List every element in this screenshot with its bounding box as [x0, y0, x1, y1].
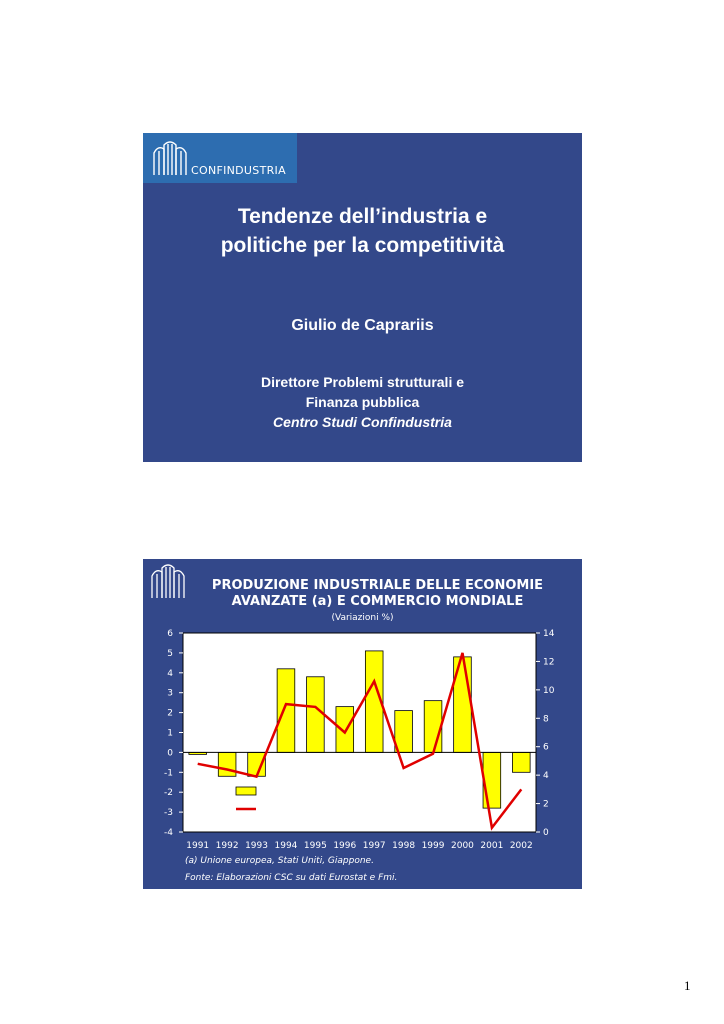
bar: [483, 752, 501, 808]
left-tick-label: 1: [167, 728, 173, 739]
right-tick-label: 0: [543, 828, 549, 838]
x-tick-label: 2000: [451, 841, 474, 851]
title-line-1: Tendenze dell’industria e: [237, 205, 488, 228]
legend-swatch-bar: [236, 787, 256, 795]
x-tick-label: 1992: [215, 841, 239, 851]
organization: Centro Studi Confindustria: [273, 414, 452, 430]
author-role: [143, 372, 582, 432]
role-line-1: Direttore Problemi strutturali e: [260, 374, 465, 390]
bar: [512, 752, 530, 772]
x-tick-label: 1996: [333, 841, 357, 851]
left-tick-label: 2: [167, 708, 173, 719]
logo-text: CONFINDUSTRIA: [191, 164, 286, 177]
x-tick-label: 1999: [421, 841, 445, 851]
left-tick-label: 3: [167, 688, 173, 699]
right-tick-label: 2: [543, 799, 549, 810]
bar-line-chart: [143, 559, 582, 859]
left-tick-label: -3: [164, 808, 173, 819]
right-tick-label: 6: [543, 742, 549, 753]
right-tick-label: 12: [543, 657, 555, 668]
chart-title-line-1: PRODUZIONE INDUSTRIALE DELLE ECONOMIE: [211, 578, 544, 593]
x-tick-label: 1997: [362, 841, 386, 851]
x-tick-label: 1994: [274, 841, 298, 851]
x-tick-label: 2002: [509, 841, 533, 851]
title-slide: [143, 133, 582, 462]
left-tick-label: 0: [167, 748, 173, 759]
title-line-2: politiche per la competitività: [220, 234, 505, 257]
x-tick-label: 1995: [303, 841, 327, 851]
bar: [336, 707, 354, 753]
role-line-2: Finanza pubblica: [305, 394, 420, 410]
bar: [218, 752, 236, 776]
chart-subtitle: (Variazioni %): [331, 613, 394, 623]
source-note: Fonte: Elaborazioni CSC su dati Eurostat e Fmi.: [185, 873, 398, 883]
bar: [277, 669, 295, 753]
page-number: 1: [684, 978, 691, 993]
author-name: Giulio de Caprariis: [291, 317, 434, 334]
bar: [424, 701, 442, 753]
left-tick-label: 5: [167, 648, 173, 659]
bar: [307, 677, 325, 753]
x-tick-label: 2001: [480, 841, 504, 851]
legend-label: Produzione industriale: [262, 787, 374, 798]
left-tick-label: -1: [164, 768, 173, 779]
left-tick-label: -2: [164, 788, 173, 799]
right-tick-label: 8: [543, 714, 549, 725]
legend-label: Commercio mondiale (scala destra): [262, 805, 441, 816]
right-tick-label: 14: [543, 629, 555, 639]
x-tick-label: 1991: [186, 841, 210, 851]
chart-title-line-2: AVANZATE (a) E COMMERCIO MONDIALE: [231, 594, 524, 609]
chart-slide: [143, 559, 582, 889]
confindustria-logo: [143, 133, 297, 183]
right-tick-label: 10: [543, 685, 555, 696]
x-tick-label: 1993: [245, 841, 268, 851]
x-tick-label: 1998: [392, 841, 416, 851]
footnote: (a) Unione europea, Stati Uniti, Giappone.: [185, 856, 374, 866]
left-tick-label: -4: [164, 828, 173, 838]
logo-emblem-icon: [148, 139, 192, 179]
right-tick-label: 4: [543, 771, 549, 782]
left-tick-label: 6: [167, 629, 173, 639]
presentation-title: [143, 202, 582, 260]
left-tick-label: 4: [167, 668, 173, 679]
